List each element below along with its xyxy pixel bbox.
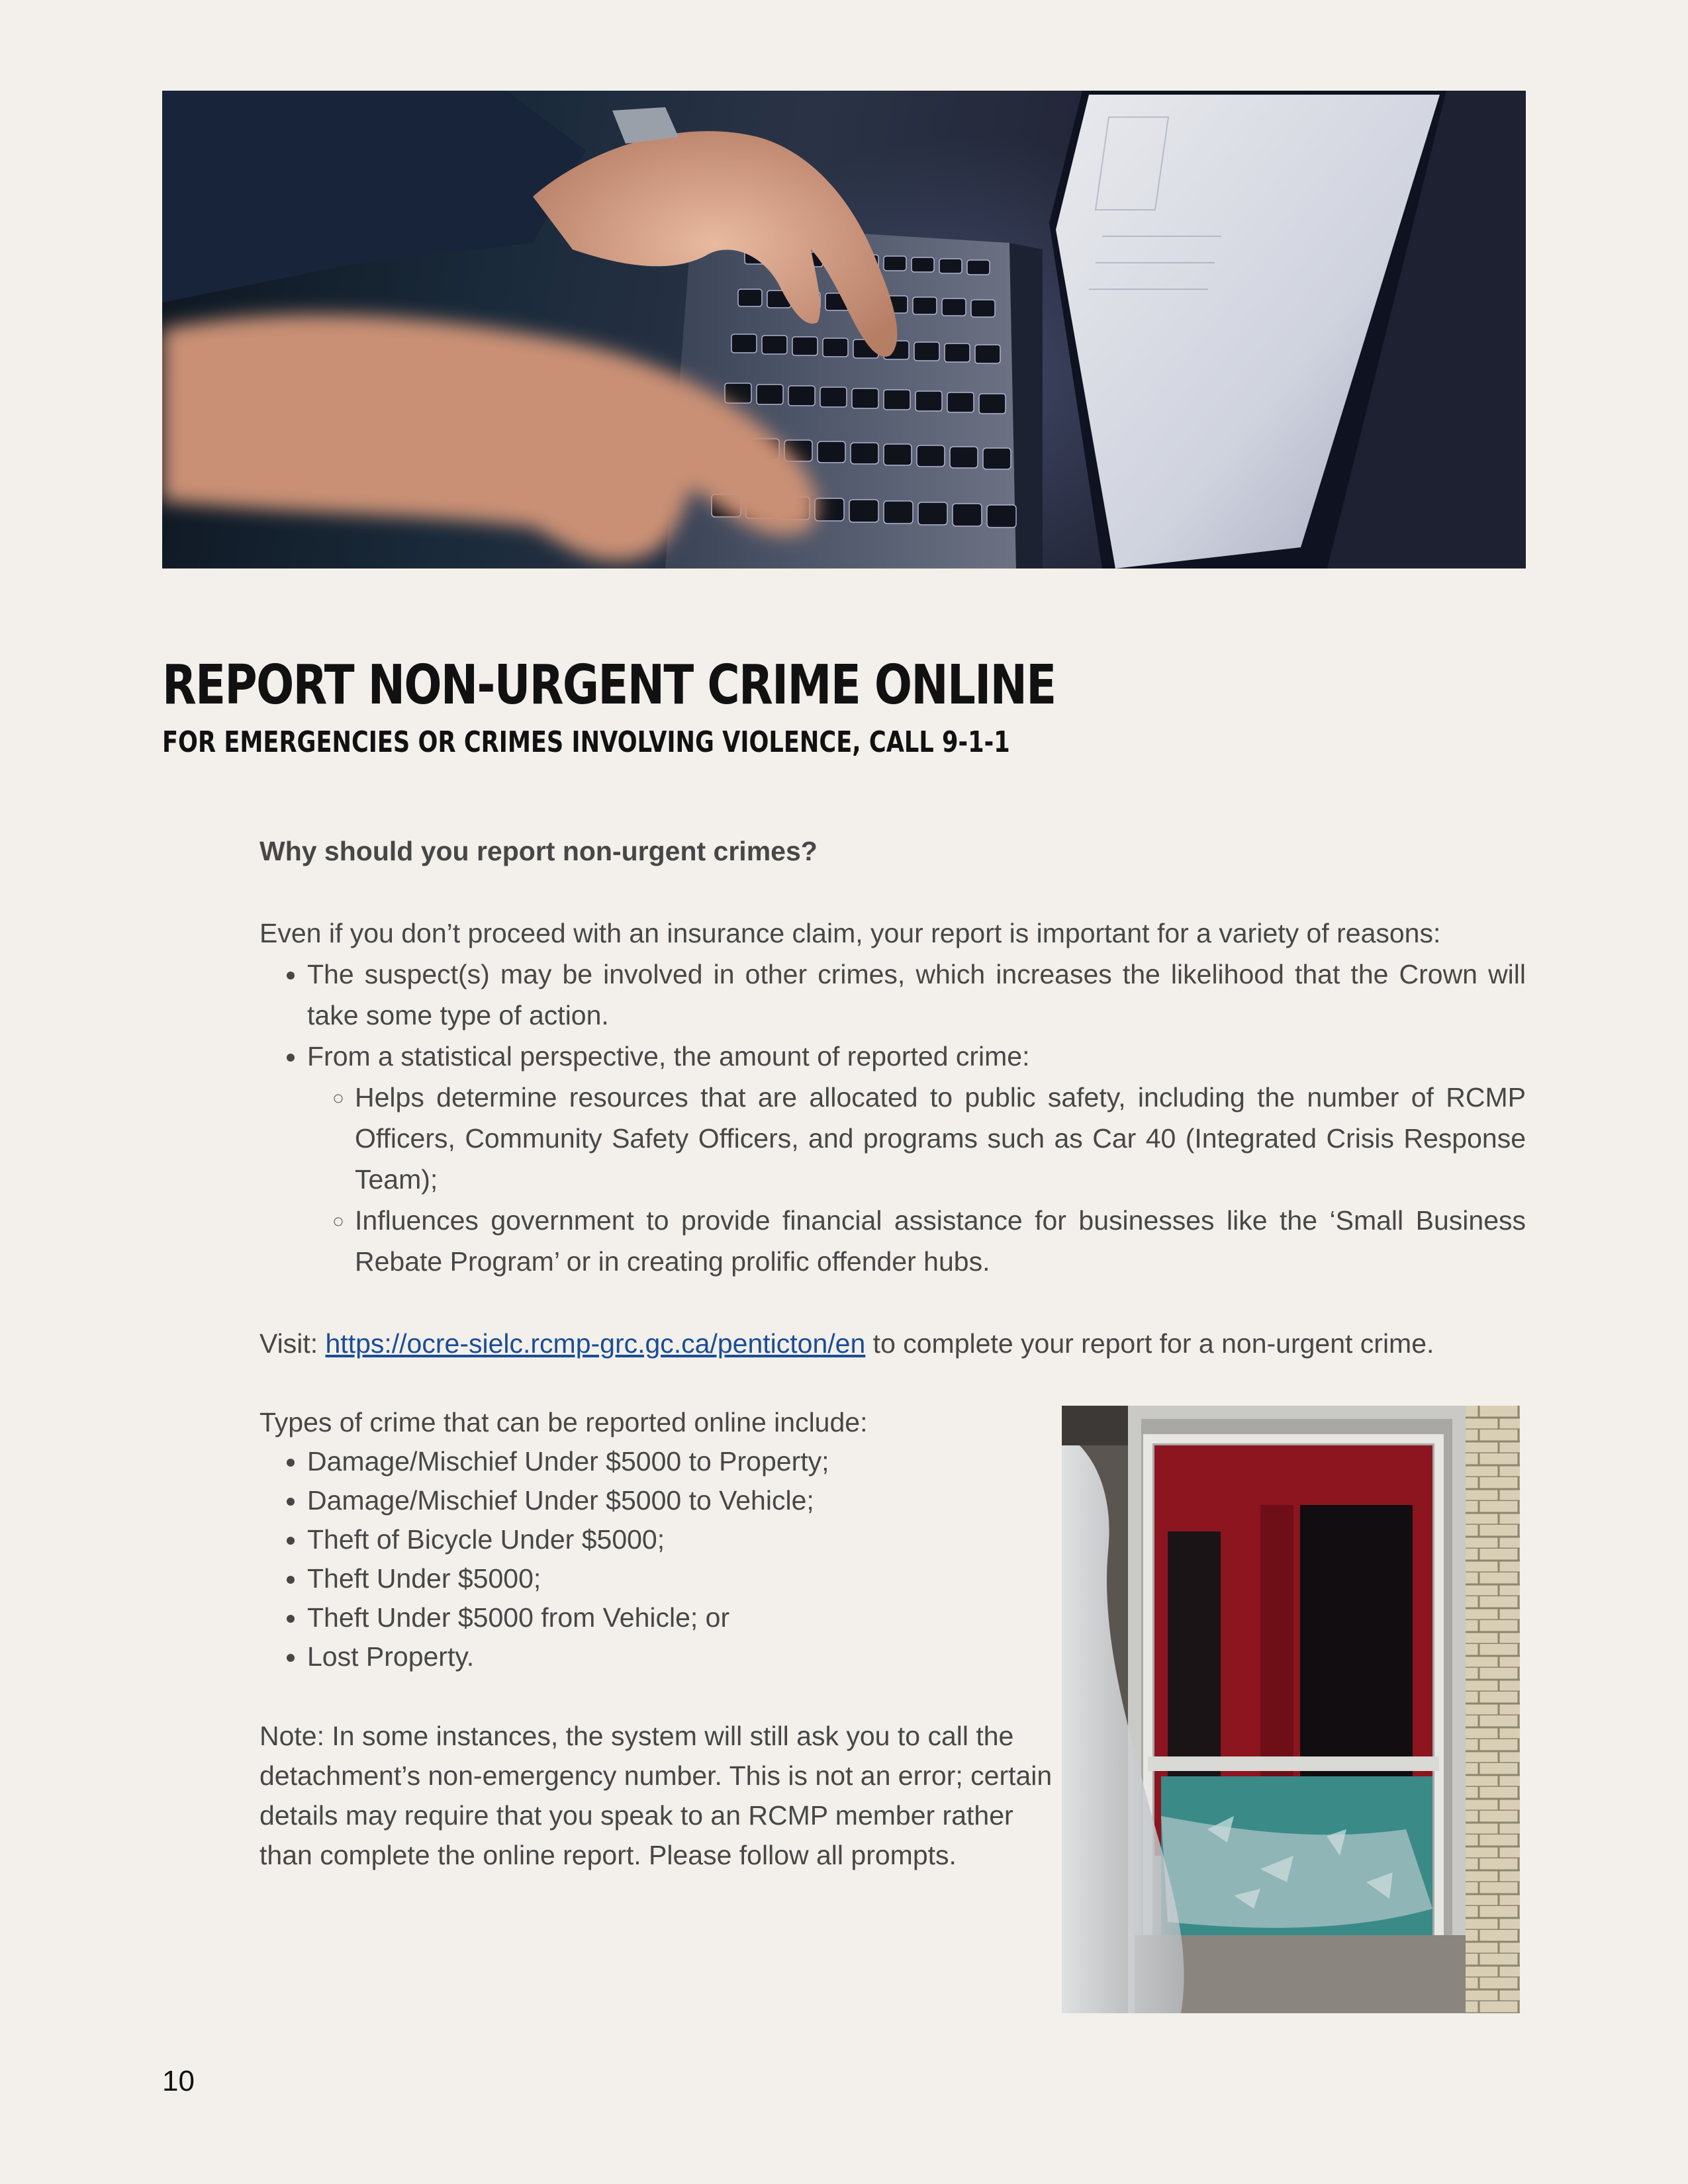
page-title: REPORT NON-URGENT CRIME ONLINE — [162, 654, 1056, 717]
list-item: • Theft Under $5000; — [307, 1559, 1054, 1598]
side-image — [1062, 1406, 1520, 2013]
hero-image — [162, 91, 1526, 569]
list-item — [307, 1036, 1526, 1282]
types-intro: Types of crime that can be reported online include: — [259, 1407, 868, 1437]
why-intro: Even if you don’t proceed with an insurance claim, your report is important for a variety of reasons: — [259, 918, 1441, 948]
list-item: • Theft Under $5000 from Vehicle; or — [307, 1598, 1054, 1637]
broken-glass-door-image — [1062, 1406, 1520, 2013]
visit-line — [259, 1323, 1526, 1364]
sub-reasons-list — [307, 1077, 1526, 1282]
note-paragraph: Note: In some instances, the system will still ask you to call the detachment’s non-emergency number. This is not an error; certain details may require that you speak to an RCMP member rather than complete the online report. Please follow all prompts. — [259, 1721, 1053, 1870]
list-item: • Lost Property. — [307, 1637, 1054, 1676]
crime-types-section — [259, 1403, 1054, 1676]
page-number: 10 — [162, 2065, 195, 2097]
list-item: • The suspect(s) may be involved in other crimes, which increases the likelihood that the Crown will take some type of action. — [307, 954, 1526, 1036]
list-item: • Theft of Bicycle Under $5000; — [307, 1520, 1054, 1559]
why-section — [259, 831, 1526, 1364]
visit-suffix: to complete your report for a non-urgent crime. — [865, 1328, 1434, 1359]
list-item: ◦ Influences government to provide financial assistance for businesses like the ‘Small Business Rebate Program’ or in creating prolific offender hubs. — [355, 1200, 1526, 1282]
reasons-list — [259, 954, 1526, 1282]
crime-types-list — [259, 1442, 1054, 1676]
list-item: • Damage/Mischief Under $5000 to Property; — [307, 1442, 1054, 1481]
why-question: Why should you report non-urgent crimes? — [259, 836, 818, 866]
list-item-text: From a statistical perspective, the amount of reported crime: — [307, 1041, 1030, 1071]
report-link[interactable]: https://ocre-sielc.rcmp-grc.gc.ca/penticton/en — [325, 1328, 866, 1359]
list-item: ◦ Helps determine resources that are allocated to public safety, including the number of RCMP Officers, Community Safety Officers, and programs such as Car 40 (Integrated Crisis Response Team); — [355, 1077, 1526, 1200]
visit-prefix: Visit: — [259, 1328, 326, 1359]
hands-typing-on-laptop-image — [162, 91, 1526, 569]
list-item: • Damage/Mischief Under $5000 to Vehicle; — [307, 1481, 1054, 1520]
page-subtitle: FOR EMERGENCIES OR CRIMES INVOLVING VIOLENCE, CALL 9-1-1 — [162, 725, 1010, 759]
